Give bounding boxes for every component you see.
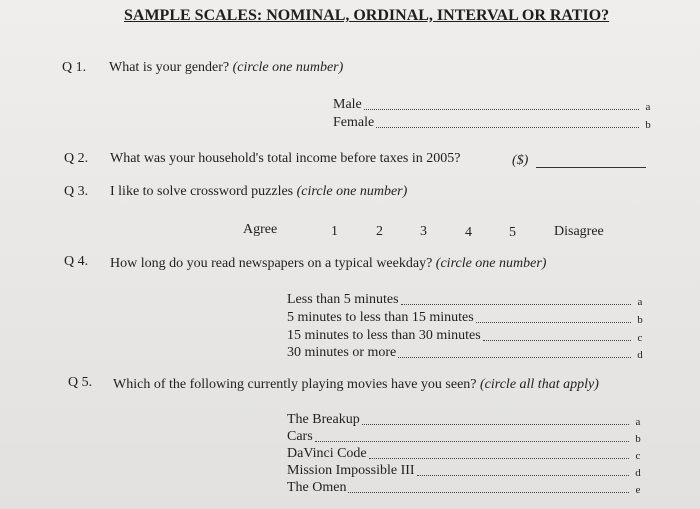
question-3-text: I like to solve crossword puzzles	[110, 184, 294, 199]
dotted-leader	[476, 322, 631, 323]
scale-number[interactable]: 1	[331, 224, 338, 239]
option-row[interactable]	[287, 412, 643, 428]
dotted-leader	[364, 109, 639, 110]
dotted-leader	[483, 340, 631, 341]
option-label: The Breakup	[287, 412, 360, 427]
dotted-leader	[417, 475, 629, 476]
option-letter: c	[635, 450, 641, 462]
question-5-text: Which of the following currently playing movies have you seen?	[113, 377, 477, 392]
scale-number[interactable]: 4	[465, 225, 472, 240]
question-3-instruction: (circle one number)	[296, 184, 408, 199]
dotted-leader	[398, 357, 631, 358]
option-row[interactable]	[287, 292, 645, 308]
option-letter: b	[637, 314, 643, 326]
option-row[interactable]	[287, 463, 643, 479]
question-number-4: Q 4.	[64, 254, 89, 269]
option-row[interactable]	[287, 328, 645, 344]
option-label: Mission Impossible III	[287, 463, 415, 478]
income-unit: ($)	[512, 153, 529, 168]
question-text-4	[110, 256, 546, 272]
question-number-1: Q 1.	[62, 60, 87, 75]
option-label: The Omen	[287, 480, 347, 495]
question-1-instruction: (circle one number)	[232, 60, 344, 75]
option-label: Cars	[287, 429, 313, 444]
option-letter: a	[637, 296, 643, 308]
option-letter: b	[635, 433, 641, 445]
question-4-text: How long do you read newspapers on a typical weekday?	[110, 256, 433, 271]
option-row[interactable]	[287, 310, 645, 326]
question-5-instruction: (circle all that apply)	[480, 377, 599, 392]
question-text-2: What was your household's total income before taxes in 2005?	[110, 151, 461, 166]
option-label: 15 minutes to less than 30 minutes	[287, 328, 481, 343]
question-1-text: What is your gender?	[109, 60, 230, 75]
dotted-leader	[369, 458, 629, 459]
scale-label-left: Agree	[243, 222, 278, 237]
option-letter: a	[635, 416, 641, 428]
option-letter: d	[635, 467, 641, 479]
option-letter: e	[635, 484, 641, 496]
dotted-leader	[401, 304, 631, 305]
option-letter: b	[645, 119, 651, 131]
option-label: DaVinci Code	[287, 446, 367, 461]
option-row[interactable]	[333, 115, 653, 131]
dotted-leader	[376, 127, 639, 128]
dotted-leader	[362, 424, 629, 425]
question-text-1	[109, 60, 343, 76]
option-letter: c	[637, 332, 643, 344]
question-number-3: Q 3.	[64, 184, 89, 199]
question-number-2: Q 2.	[64, 151, 89, 166]
scale-number[interactable]: 2	[376, 224, 383, 239]
option-row[interactable]	[287, 480, 643, 496]
option-label: 5 minutes to less than 15 minutes	[287, 310, 474, 325]
option-label: Female	[333, 115, 375, 130]
scale-number[interactable]: 3	[420, 224, 427, 239]
option-label: Less than 5 minutes	[287, 292, 399, 307]
question-text-3	[110, 184, 407, 200]
option-row[interactable]	[287, 429, 643, 445]
dotted-leader	[315, 441, 629, 442]
question-4-instruction: (circle one number)	[435, 256, 547, 271]
question-text-5	[113, 377, 599, 393]
question-number-5: Q 5.	[68, 375, 93, 390]
option-letter: a	[645, 101, 651, 113]
option-row[interactable]	[287, 446, 643, 462]
scale-label-right: Disagree	[554, 224, 604, 239]
dotted-leader	[348, 492, 629, 493]
income-answer-line[interactable]	[536, 167, 646, 168]
scale-number[interactable]: 5	[509, 225, 516, 240]
option-label: 30 minutes or more	[287, 345, 397, 360]
page-title: SAMPLE SCALES: NOMINAL, ORDINAL, INTERVAL OR RATIO?	[124, 7, 610, 24]
option-letter: d	[637, 349, 643, 361]
option-row[interactable]	[333, 97, 653, 113]
option-label: Male	[333, 97, 362, 112]
option-row[interactable]	[287, 345, 645, 361]
